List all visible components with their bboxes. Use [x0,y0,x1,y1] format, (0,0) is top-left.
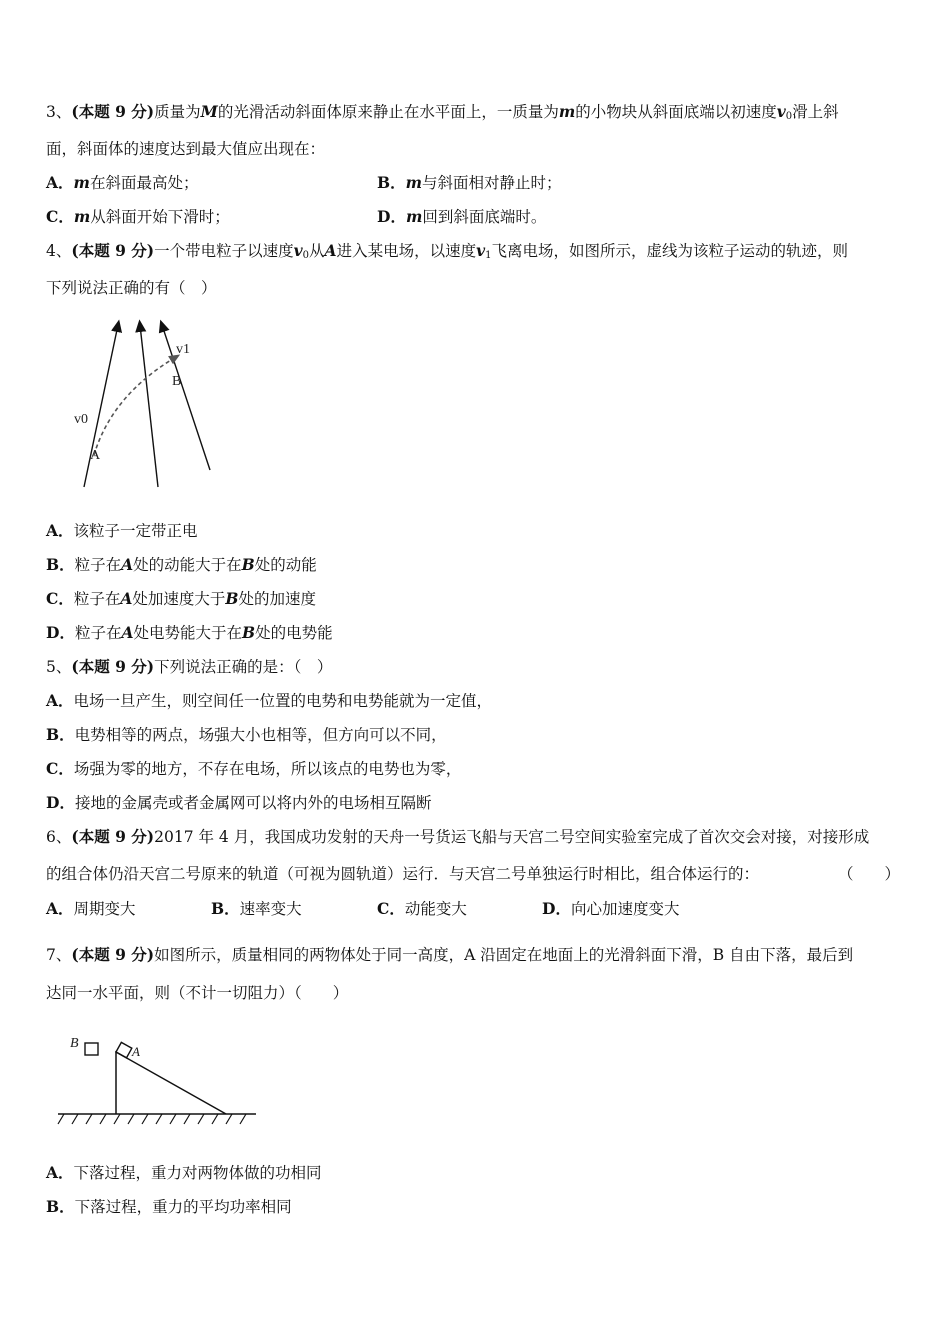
option-letter: A． [46,1163,74,1182]
q4-option-a[interactable] [46,520,198,542]
q5-stem-line1 [46,656,332,678]
option-text: 处的加速度 [238,590,317,608]
option-text: 处的动能大于在 [133,556,242,574]
option-var: A [121,555,134,574]
label-A: A [132,1044,140,1059]
q5-option-c[interactable] [46,758,461,780]
q6-option-b[interactable] [211,898,302,920]
option-letter: A． [46,691,74,710]
q3-option-a[interactable] [46,172,198,194]
q4-text: 下列说法正确的有（ ） [46,279,217,297]
option-text: 速率变大 [239,900,302,918]
option-letter: C． [46,589,74,608]
q3-text: 的光滑活动斜面体原来静止在水平面上，一质量为 [217,103,559,121]
q7-option-a[interactable] [46,1162,322,1184]
field-line-2 [140,325,158,487]
q3-stem-line1 [46,101,839,128]
q4-option-b[interactable] [46,554,317,576]
option-var: m [73,173,90,192]
q3-score-tag: (本题 9 分) [71,102,155,121]
q7-stem-line1 [46,944,853,966]
q6-text: 2017 年 4 月，我国成功发射的天舟一号货运飞船与天宫二号空间实验室完成了首次交会对接，对接形成 [154,828,870,846]
q7-incline-figure [56,1030,261,1130]
q3-option-d[interactable] [377,206,546,228]
q3-var-M: M [200,102,218,121]
q3-text: 面，斜面体的速度达到最大值应出现在： [46,140,326,158]
option-letter: C． [377,899,405,918]
particle-trajectory [94,357,176,455]
q4-text: 进入某电场，以速度 [336,242,477,260]
option-letter: B． [211,899,240,918]
q6-stem-line2 [46,863,759,885]
option-var: B [225,589,239,608]
q3-stem-line2 [46,138,325,160]
q7-score-tag: (本题 9 分) [71,945,155,964]
option-letter: A． [46,173,74,192]
q4-stem-line2 [46,277,217,299]
q5-option-a[interactable] [46,690,492,712]
q4-var-v0: v [293,241,303,260]
option-text: 下落过程，重力对两物体做的功相同 [73,1164,322,1182]
option-letter: D． [46,623,75,642]
option-letter: D． [542,899,571,918]
option-letter: A． [46,899,74,918]
option-text: 接地的金属壳或者金属网可以将内外的电场相互隔断 [74,794,432,812]
option-text: 周期变大 [73,900,136,918]
q4-score-tag: (本题 9 分) [71,241,155,260]
q7-stem-line2 [46,982,348,1004]
q7-text: 达同一水平面，则（不计一切阻力）（ ） [46,984,349,1002]
option-letter: D． [377,207,406,226]
option-text: 下落过程，重力的平均功率相同 [74,1198,292,1216]
q4-var-v1-sub: 1 [485,250,492,261]
option-text: 回到斜面底端时。 [422,208,547,226]
q6-stem-line1 [46,826,869,848]
option-var: B [241,555,255,574]
q6-option-a[interactable] [46,898,136,920]
q5-option-b[interactable] [46,724,447,746]
option-letter: D． [46,793,75,812]
q6-paren: （ ） [838,865,901,883]
option-text: 处加速度大于 [132,590,226,608]
label-v1: v1 [176,342,190,357]
q3-text: 质量为 [154,103,201,121]
q6-text: 的组合体仍沿天宫二号原来的轨道（可视为圆轨道）运行．与天宫二号单独运行时相比，组合体运行的： [46,865,760,883]
option-var: B [242,623,256,642]
q3-option-c[interactable] [46,206,230,228]
q7-number: 7、 [46,946,72,964]
q4-var-v1: v [476,241,486,260]
option-text: 粒子在 [74,624,122,642]
q4-text: 从 [309,242,325,260]
label-B: B [172,374,182,389]
option-var: A [120,589,133,608]
q6-option-d[interactable] [542,898,679,920]
ground-hatching [58,1114,246,1124]
label-B: B [70,1036,79,1051]
q4-option-c[interactable] [46,588,316,610]
q5-option-d[interactable] [46,792,431,814]
block-B [85,1043,98,1055]
q5-score-tag: (本题 9 分) [71,657,155,676]
q4-var-A: A [324,241,337,260]
option-text: 处电势能大于在 [133,624,243,642]
option-text: 电场一旦产生，则空间任一位置的电势和电势能就为一定值， [73,692,493,710]
q5-text: 下列说法正确的是：（ ） [154,658,333,676]
q3-var-m: m [558,102,576,121]
option-text: 从斜面开始下滑时； [90,208,230,226]
q3-text: 滑上斜 [792,103,839,121]
option-var: m [73,207,91,226]
q3-text: 的小物块从斜面底端以初速度 [575,103,777,121]
q3-number: 3、 [46,103,72,121]
q6-score-tag: (本题 9 分) [71,827,155,846]
option-text: 粒子在 [74,556,122,574]
q4-number: 4、 [46,242,72,260]
option-var: A [121,623,134,642]
option-letter: A． [46,521,74,540]
q4-text: 一个带电粒子以速度 [154,242,294,260]
option-letter: B． [46,725,75,744]
q6-answer-paren [838,863,900,885]
option-text: 向心加速度变大 [570,900,680,918]
q7-option-b[interactable] [46,1196,292,1218]
option-text: 处的电势能 [255,624,333,642]
block-A [116,1042,132,1057]
q5-number: 5、 [46,658,72,676]
option-text: 处的动能 [254,556,317,574]
option-letter: B． [377,173,406,192]
q6-number: 6、 [46,828,72,846]
option-text: 场强为零的地方，不存在电场，所以该点的电势也为零， [73,760,462,778]
option-var: m [405,207,423,226]
q4-electric-field-figure [60,315,230,495]
option-text: 在斜面最高处； [89,174,199,192]
q7-text: 如图所示，质量相同的两物体处于同一高度，A 沿固定在地面上的光滑斜面下滑，B 自由下落，最后到 [154,946,854,964]
q6-option-c[interactable] [377,898,467,920]
option-letter: B． [46,555,75,574]
q4-option-d[interactable] [46,622,333,644]
option-letter: C． [46,759,74,778]
option-text: 与斜面相对静止时； [422,174,562,192]
option-text: 电势相等的两点，场强大小也相等，但方向可以不同， [74,726,447,744]
option-letter: C． [46,207,74,226]
q3-var-v-sub: 0 [785,111,793,122]
option-letter: B． [46,1197,75,1216]
label-A: A [90,448,101,463]
q4-var-v0-sub: 0 [302,250,310,261]
incline [116,1052,226,1114]
option-text: 动能变大 [404,900,467,918]
q4-stem-line1 [46,240,848,267]
q4-text: 飞离电场，如图所示，虚线为该粒子运动的轨迹，则 [491,242,848,260]
option-text: 粒子在 [73,590,121,608]
q3-var-v: v [776,102,786,121]
label-v0: v0 [74,412,88,427]
option-text: 该粒子一定带正电 [73,522,198,540]
q3-option-b[interactable] [377,172,562,194]
option-var: m [405,173,423,192]
